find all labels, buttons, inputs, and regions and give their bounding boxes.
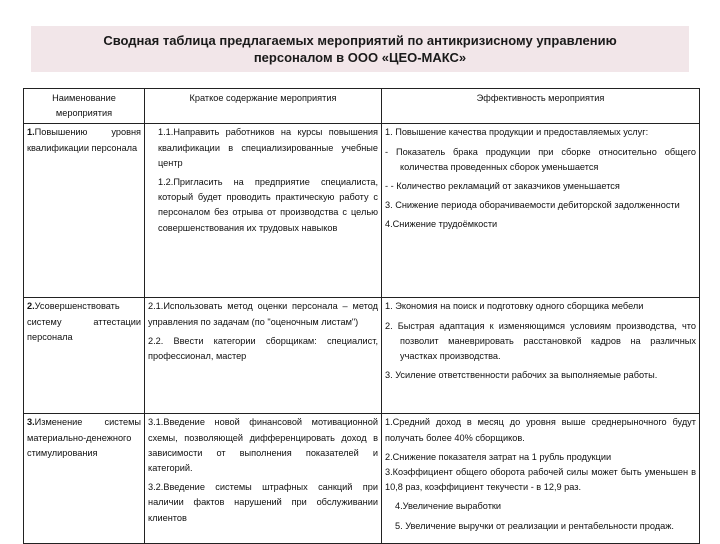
row-1-effect [382, 124, 700, 298]
row-3-effect-item: 1.Средний доход в месяц до уровня выше среднерыночного будут получать более 40% сборщиков. [385, 417, 696, 443]
row-3-name [24, 414, 145, 544]
header-name-line-1: Наименование [52, 93, 116, 103]
row-1-number: 1. [27, 127, 35, 138]
title-banner [31, 26, 689, 72]
row-1-effect-item: - Показатель брака продукции при сборке относительно общего количества проведенных сборок уменьшается [385, 146, 696, 172]
row-2-effect-item: 1. Экономия на поиск и подготовку одного сборщика мебели [385, 301, 644, 312]
header-name [24, 89, 145, 124]
header-effect: Эффективность мероприятия [382, 89, 700, 124]
row-3-effect [382, 414, 700, 544]
row-1-effect-item: 3. Снижение периода оборачиваемости дебиторской задолженности [385, 200, 680, 211]
header-summary: Краткое содержание мероприятия [145, 89, 382, 124]
table-row [24, 124, 700, 298]
table-row [24, 298, 700, 414]
row-2-number: 2. [27, 301, 35, 312]
row-1-effect-item: - - Количество рекламаций от заказчиков уменьшается [385, 181, 620, 192]
table-header-row [24, 89, 700, 124]
row-1-effect-item: 1. Повышение качества продукции и предоставляемых услуг: [385, 127, 649, 138]
title-line-2: персоналом в ООО «ЦЕО-МАКС» [253, 50, 467, 65]
row-2-summary-item: 2.1.Использовать метод оценки персонала – метод управления по задачам (по "оценочным листам") [148, 301, 378, 327]
row-1-summary-item: 1.2.Пригласить на предприятие специалиста, который будет проводить практическую работу с персоналом без отрыва от производства с целью совершенствования их трудовых навыков [158, 177, 378, 233]
row-2-summary-item: 2.2. Ввести категории сборщикам: специалист, профессионал, мастер [148, 335, 378, 362]
row-1-summary [145, 124, 382, 298]
row-2-effect [382, 298, 700, 414]
row-1-name [24, 124, 145, 298]
row-1-name-text: Повышению уровня квалификации персонала [27, 127, 141, 153]
row-3-effect-item: 4.Увеличение выработки [395, 501, 502, 512]
row-3-effect-item: 2.Снижение показателя затрат на 1 рубль продукции [385, 451, 612, 462]
row-2-effect-item: 3. Усиление ответственности рабочих за выполняемые работы. [385, 370, 658, 381]
row-1-summary-item: 1.1.Направить работников на курсы повышения квалификации в специализированные учебные центр [158, 127, 378, 168]
row-3-name-text: Изменение системы материально-денежного стимулирования [27, 417, 141, 458]
table-row [24, 414, 700, 544]
row-2-effect-item: 2. Быстрая адаптация к изменяющимся условиям производства, что позволит маневрировать расстановкой кадров на различных участках производства. [385, 320, 696, 362]
row-3-summary-item: 3.2.Введение системы штрафных санкций при наличии фактов нарушений при обслуживании клиентов [148, 482, 378, 523]
row-1-effect-item: 4.Снижение трудоёмкости [385, 219, 498, 230]
title-line-1: Сводная таблица предлагаемых мероприятий по антикризисному управлению [103, 33, 617, 48]
header-name-line-2: мероприятия [55, 108, 113, 119]
row-3-summary-item: 3.1.Введение новой финансовой мотивационной схемы, позволяющей дифференцировать доход в зависимости от выполнения показателей и категорий. [148, 417, 378, 474]
row-3-effect-item: 3.Коэффициент общего оборота рабочей силы может быть уменьшен в 10,8 раз, коэффициент текучести - в 12,9 раз. [385, 467, 696, 493]
row-2-summary [145, 298, 382, 414]
row-3-effect-item: 5. Увеличение выручки от реализации и рентабельности продаж. [395, 520, 674, 531]
row-3-summary [145, 414, 382, 544]
row-3-number: 3. [27, 417, 35, 428]
measures-table [23, 88, 700, 544]
row-2-name-text: Усовершенствовать систему аттестации персонала [27, 301, 141, 342]
row-2-name [24, 298, 145, 414]
